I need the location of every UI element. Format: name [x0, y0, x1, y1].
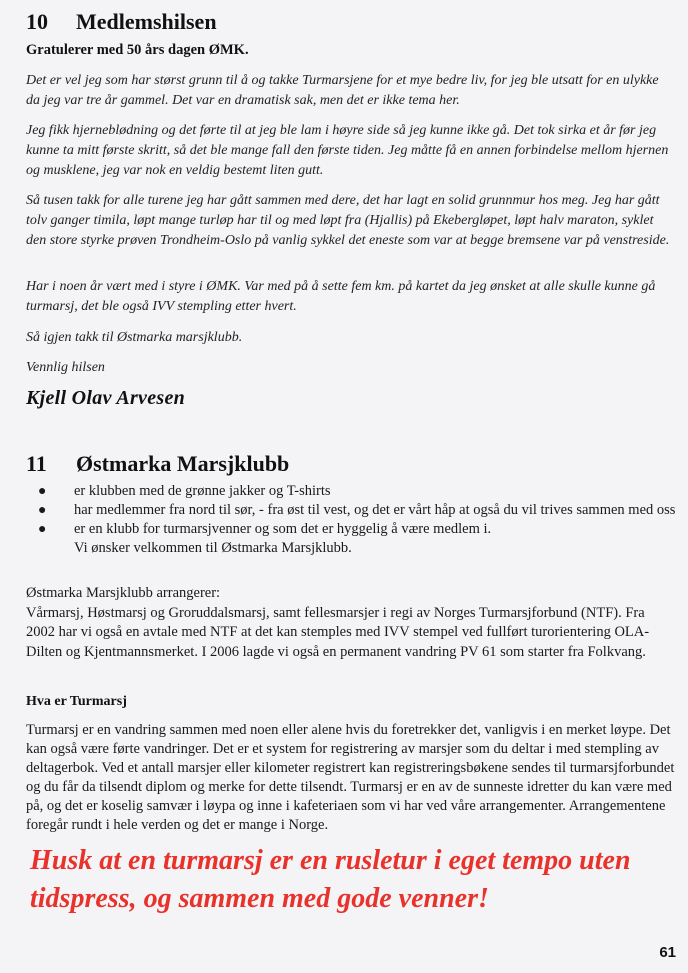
bullet-icon: ●	[38, 503, 47, 518]
arranges-block	[26, 584, 676, 662]
letter-paragraph-5: Så igjen takk til Østmarka marsjklubb.	[26, 330, 243, 345]
welcome-text: Vi ønsker velkommen til Østmarka Marsjklubb.	[74, 540, 352, 556]
greeting-subtitle: Gratulerer med 50 års dagen ØMK.	[26, 42, 249, 58]
list-item: ● har medlemmer fra nord til sør, - fra øst til vest, og det er vårt håp at også du vil trives sammen med oss	[38, 502, 676, 518]
section-title: Østmarka Marsjklubb	[76, 451, 290, 476]
letter-paragraph-2: Jeg fikk hjerneblødning og det førte til at jeg ble lam i høyre side så jeg kunne ikke gå. Det tok sirka et år før jeg kunne ta mitt første skritt, så det ble mange fall den første tiden. Jeg måtte få en annen forbindelse mellom hjernen og musklene, jeg var nok en veldig bestemt liten gutt.	[26, 123, 669, 178]
letter-paragraph-4: Har i noen år vært med i styre i ØMK. Var med på å sette fem km. på kartet da jeg ønsket at alle skulle kunne gå turmarsj, det ble også IVV stempling etter hvert.	[26, 279, 656, 314]
letter-closing: Vennlig hilsen	[26, 360, 105, 375]
slogan: Husk at en turmarsj er en rusletur i eget tempo uten tidspress, og sammen med gode venner!	[30, 845, 631, 914]
section-10-heading	[26, 9, 217, 35]
hva-text: Turmarsj er en vandring sammen med noen eller alene hvis du foretrekker det, vanligvis i en merket løype. Det kan også være førte vandringer. Det er et system for registrering av marsjer som du deltar i med stempling av deltagerbok. Ved et antall marsjer eller kilometer registrert kan registreringsbøkene sendes til turmarsjforbundet og du får da tilsendt diplom og merke for dette tilsendt. Turmarsj er en av de sunneste idretter du kan være med på, og det er koselig samvær i løypa og inne i kafeteriaen som vi har ved våre arrangementer. Arrangementene foregår rundt i hele verden og det er mange i Norge.	[26, 722, 675, 833]
section-11-heading	[26, 451, 289, 477]
page-number: 61	[659, 944, 676, 961]
arranges-text: Vårmarsj, Høstmarsj og Groruddalsmarsj, samt fellesmarsjer i regi av Norges Turmarsjforbund (NTF). Fra 2002 har vi også en avtale med NTF at det kan stemples med IVV stempel ved fullført turorientering OLA-Dilten og Kjentmannsmerket. I 2006 lagde vi også en permanent vandring PV 61 som starter fra Folkvang.	[26, 604, 650, 660]
letter-paragraph-3: Så tusen takk for alle turene jeg har gått sammen med dere, det har lagt en solid grunnmur hos meg. Jeg har gått tolv ganger timila, løpt mange turløp har til og med løpt fra (Hjallis) på Ekebergløpet, løpt halv maraton, syklet den store styrke prøven Trondheim-Oslo på vanlig sykkel det eneste som var at begge bremsene var på venstreside.	[26, 193, 670, 248]
list-item: ● er en klubb for turmarsjvenner og som det er hyggelig å være medlem i. Vi ønsker velkommen til Østmarka Marsjklubb.	[38, 521, 492, 556]
section-number: 11	[26, 451, 47, 476]
section-title: Medlemshilsen	[76, 9, 217, 34]
bullet-icon: ●	[38, 484, 47, 499]
section-number: 10	[26, 9, 48, 34]
bullet-icon: ●	[38, 522, 47, 537]
letter-paragraph-1: Det er vel jeg som har størst grunn til å og takke Turmarsjene for et mye bedre liv, for jeg ble utsatt for en ulykke da jeg var tre år gammel. Det var en dramatisk sak, men det er ikke tema her.	[26, 73, 659, 108]
signature: Kjell Olav Arvesen	[26, 387, 186, 409]
arranges-label: Østmarka Marsjklubb arrangerer:	[26, 585, 221, 601]
hva-heading: Hva er Turmarsj	[26, 694, 127, 709]
list-item: ● er klubben med de grønne jakker og T-shirts	[38, 483, 331, 499]
club-bullet-list	[38, 482, 678, 558]
